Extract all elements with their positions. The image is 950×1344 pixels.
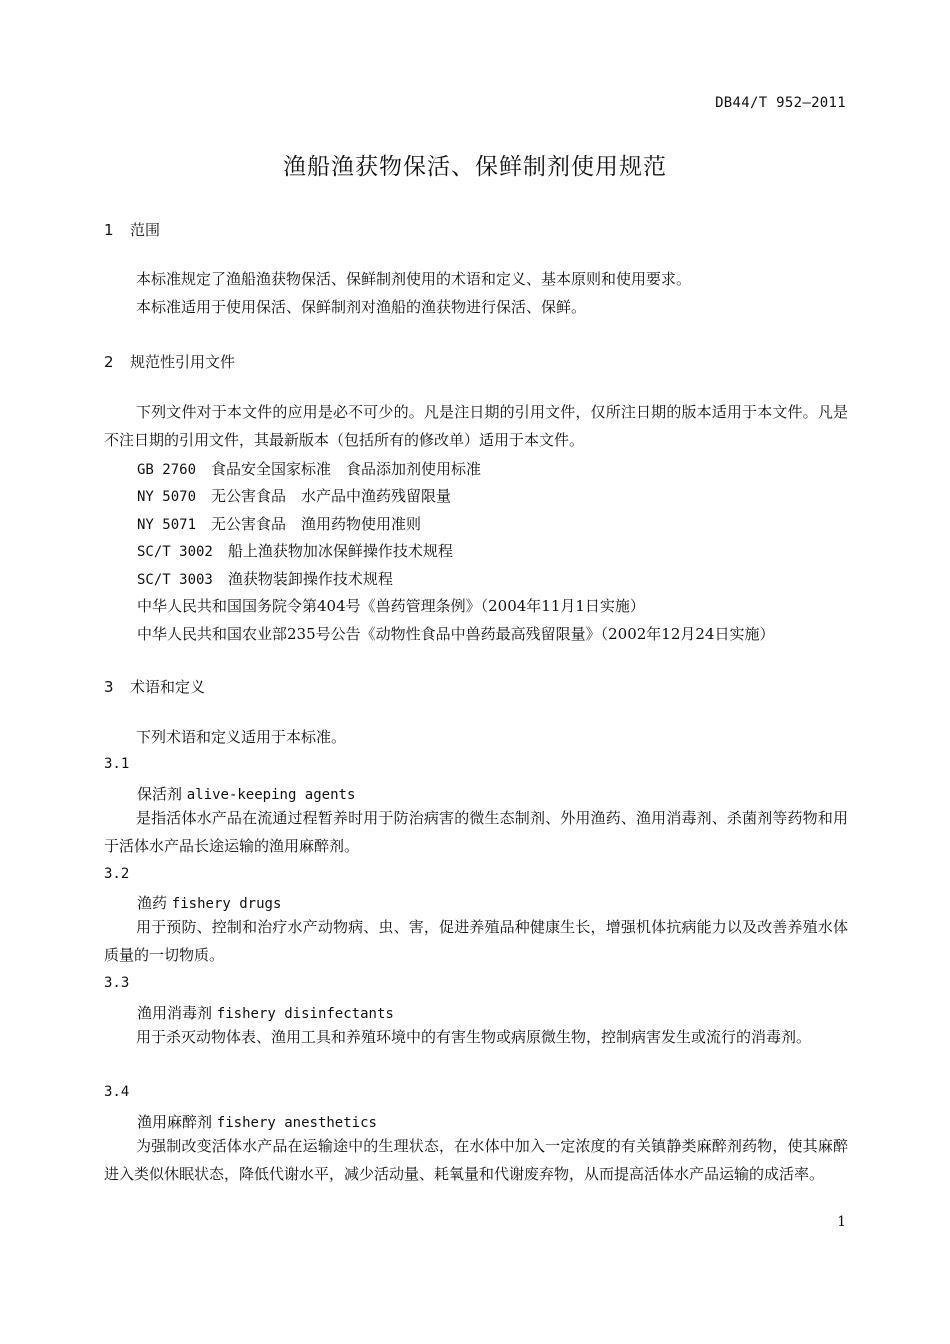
- term-name-zh: 渔用麻醉剂: [137, 1113, 213, 1131]
- reference-code: NY 5071: [137, 517, 197, 533]
- term-name-en: fishery anesthetics: [216, 1115, 377, 1131]
- reference-code: GB 2760: [137, 462, 197, 478]
- term-number: 3.4: [104, 1084, 130, 1100]
- section-number: 2: [104, 353, 114, 371]
- term-name-zh: 渔药: [137, 894, 168, 912]
- section-1-heading: [104, 219, 160, 240]
- reference-title: 中华人民共和国农业部235号公告《动物性食品中兽药最高残留限量》（2002年12月24日实施）: [137, 625, 775, 643]
- page-number: 1: [837, 1214, 846, 1230]
- reference-title: 中华人民共和国国务院令第404号《兽药管理条例》（2004年11月1日实施）: [137, 597, 645, 615]
- section-number: 1: [104, 221, 114, 239]
- term-definition: 用于杀灭动物体表、渔用工具和养殖环境中的有害生物或病原微生物，控制病害发生或流行的消毒剂。: [136, 1028, 812, 1046]
- reference-item: [137, 623, 774, 644]
- section-2-heading: [104, 351, 235, 372]
- term-name: [137, 1111, 377, 1132]
- term-name-en: fishery drugs: [171, 896, 282, 912]
- reference-item: [137, 595, 645, 616]
- term-name-zh: 保活剂: [137, 785, 183, 803]
- section-title: 术语和定义: [130, 678, 206, 696]
- section-title: 范围: [130, 221, 161, 239]
- section-title: 规范性引用文件: [130, 353, 236, 371]
- standard-code: DB44/T 952—2011: [715, 95, 846, 111]
- term-name-zh: 渔用消毒剂: [137, 1004, 213, 1022]
- section-3-heading: [104, 676, 205, 697]
- reference-title: 船上渔获物加冰保鲜操作技术规程: [227, 542, 453, 560]
- paragraph: 下列文件对于本文件的应用是必不可少的。凡是注日期的引用文件，仅所注日期的版本适用于本文件。凡是不注日期的引用文件，其最新版本（包括所有的修改单）适用于本文件。: [104, 403, 848, 449]
- term-number: 3.3: [104, 975, 130, 991]
- reference-title: 渔获物装卸操作技术规程: [227, 570, 393, 588]
- reference-code: NY 5070: [137, 489, 197, 505]
- term-definition: 用于预防、控制和治疗水产动物病、虫、害，促进养殖品种健康生长，增强机体抗病能力以及改善养殖水体质量的一切物质。: [104, 918, 848, 964]
- term-number: 3.2: [104, 866, 130, 882]
- term-name-en: alive-keeping agents: [186, 787, 356, 803]
- paragraph: 下列术语和定义适用于本标准。: [136, 728, 347, 746]
- term-number: 3.1: [104, 756, 130, 772]
- term-name: [137, 1002, 394, 1023]
- term-name: [137, 892, 281, 913]
- reference-item: [137, 568, 393, 589]
- section-number: 3: [104, 678, 114, 696]
- reference-title: 无公害食品 水产品中渔药残留限量: [211, 487, 452, 505]
- reference-title: 无公害食品 渔用药物使用准则: [211, 515, 422, 533]
- paragraph: 本标准规定了渔船渔获物保活、保鲜制剂使用的术语和定义、基本原则和使用要求。: [136, 270, 692, 288]
- reference-item: [137, 458, 481, 479]
- document-title: 渔船渔获物保活、保鲜制剂使用规范: [283, 154, 667, 180]
- reference-item: [137, 540, 453, 561]
- paragraph: 本标准适用于使用保活、保鲜制剂对渔船的渔获物进行保活、保鲜。: [136, 298, 587, 316]
- term-definition: 是指活体水产品在流通过程暂养时用于防治病害的微生态制剂、外用渔药、渔用消毒剂、杀菌剂等药物和用于活体水产品长途运输的渔用麻醉剂。: [104, 809, 848, 855]
- reference-item: [137, 485, 451, 506]
- reference-code: SC/T 3003: [137, 572, 213, 588]
- reference-title: 食品安全国家标准 食品添加剂使用标准: [211, 460, 482, 478]
- reference-item: [137, 513, 421, 534]
- term-name: [137, 783, 355, 804]
- reference-code: SC/T 3002: [137, 544, 213, 560]
- term-name-en: fishery disinfectants: [216, 1006, 394, 1022]
- term-definition: 为强制改变活体水产品在运输途中的生理状态，在水体中加入一定浓度的有关镇静类麻醉剂药物，使其麻醉进入类似休眠状态，降低代谢水平，减少活动量、耗氧量和代谢废弃物，从而提高活体水产品运输的成活率。: [104, 1137, 848, 1183]
